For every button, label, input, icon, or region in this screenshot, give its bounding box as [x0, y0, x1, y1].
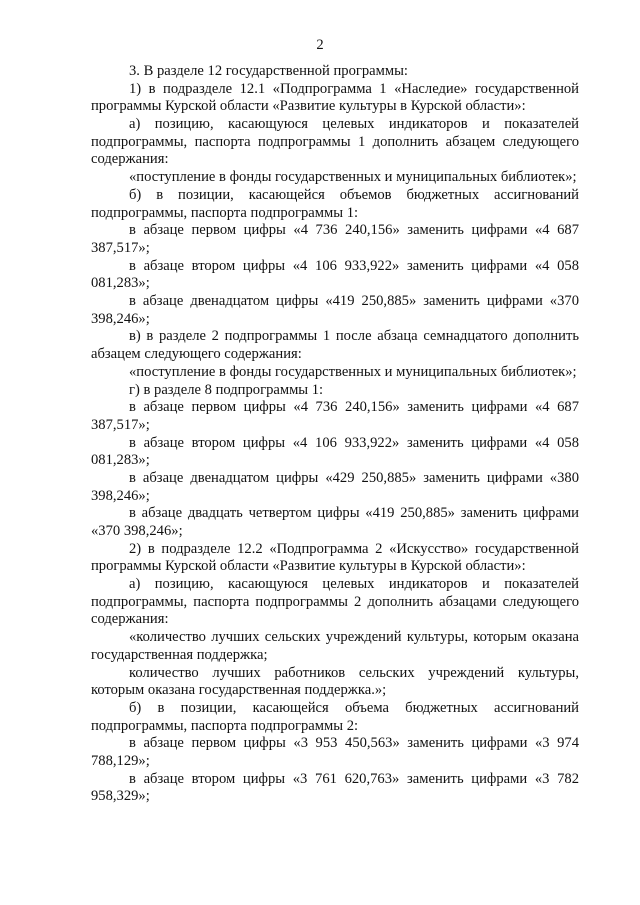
- page-number: 2: [316, 37, 324, 53]
- paragraph: 2) в подразделе 12.2 «Подпрограмма 2 «Искусство» государственной программы Курской области «Развитие культуры в Курской области»:: [91, 540, 579, 575]
- document-body: [91, 63, 579, 806]
- paragraph: в абзаце первом цифры «4 736 240,156» заменить цифрами «4 687 387,517»;: [91, 222, 579, 256]
- paragraph: «поступление в фонды государственных и муниципальных библиотек»;: [129, 169, 577, 186]
- paragraph: г) в разделе 8 подпрограммы 1:: [129, 381, 324, 398]
- paragraph: в абзаце втором цифры «4 106 933,922» заменить цифрами «4 058 081,283»;: [91, 257, 579, 292]
- paragraph: а) позицию, касающуюся целевых индикаторов и показателей подпрограммы, паспорта подпрограммы 1 дополнить абзацем следующего содержания:: [91, 116, 579, 168]
- paragraph: б) в позиции, касающейся объемов бюджетных ассигнований подпрограммы, паспорта подпрограммы 1:: [91, 186, 579, 221]
- paragraph: в абзаце первом цифры «3 953 450,563» заменить цифрами «3 974 788,129»;: [91, 735, 579, 769]
- paragraph: 3. В разделе 12 государственной программы:: [129, 63, 408, 79]
- paragraph: в абзаце втором цифры «4 106 933,922» заменить цифрами «4 058 081,283»;: [91, 434, 579, 469]
- paragraph: «поступление в фонды государственных и муниципальных библиотек»;: [129, 363, 577, 380]
- paragraph: количество лучших работников сельских учреждений культуры, которым оказана государственная поддержка.»;: [91, 664, 579, 699]
- paragraph: в абзаце втором цифры «3 761 620,763» заменить цифрами «3 782 958,329»;: [91, 770, 579, 805]
- paragraph: в) в разделе 2 подпрограммы 1 после абзаца семнадцатого дополнить абзацем следующего содержания:: [91, 328, 579, 362]
- paragraph: в абзаце первом цифры «4 736 240,156» заменить цифрами «4 687 387,517»;: [91, 399, 579, 433]
- paragraph: 1) в подразделе 12.1 «Подпрограмма 1 «Наследие» государственной программы Курской области «Развитие культуры в Курской области»:: [91, 80, 579, 115]
- paragraph: «количество лучших сельских учреждений культуры, которым оказана государственная поддержка;: [91, 629, 579, 663]
- paragraph: б) в позиции, касающейся объема бюджетных ассигнований подпрограммы, паспорта подпрограммы 2:: [91, 699, 579, 734]
- paragraph: а) позицию, касающуюся целевых индикаторов и показателей подпрограммы, паспорта подпрограммы 2 дополнить абзацами следующего содержания:: [91, 576, 579, 628]
- paragraph: в абзаце двадцать четвертом цифры «419 250,885» заменить цифрами «370 398,246»;: [91, 505, 579, 540]
- paragraph: в абзаце двенадцатом цифры «419 250,885» заменить цифрами «370 398,246»;: [91, 293, 579, 327]
- paragraph: в абзаце двенадцатом цифры «429 250,885» заменить цифрами «380 398,246»;: [91, 470, 579, 504]
